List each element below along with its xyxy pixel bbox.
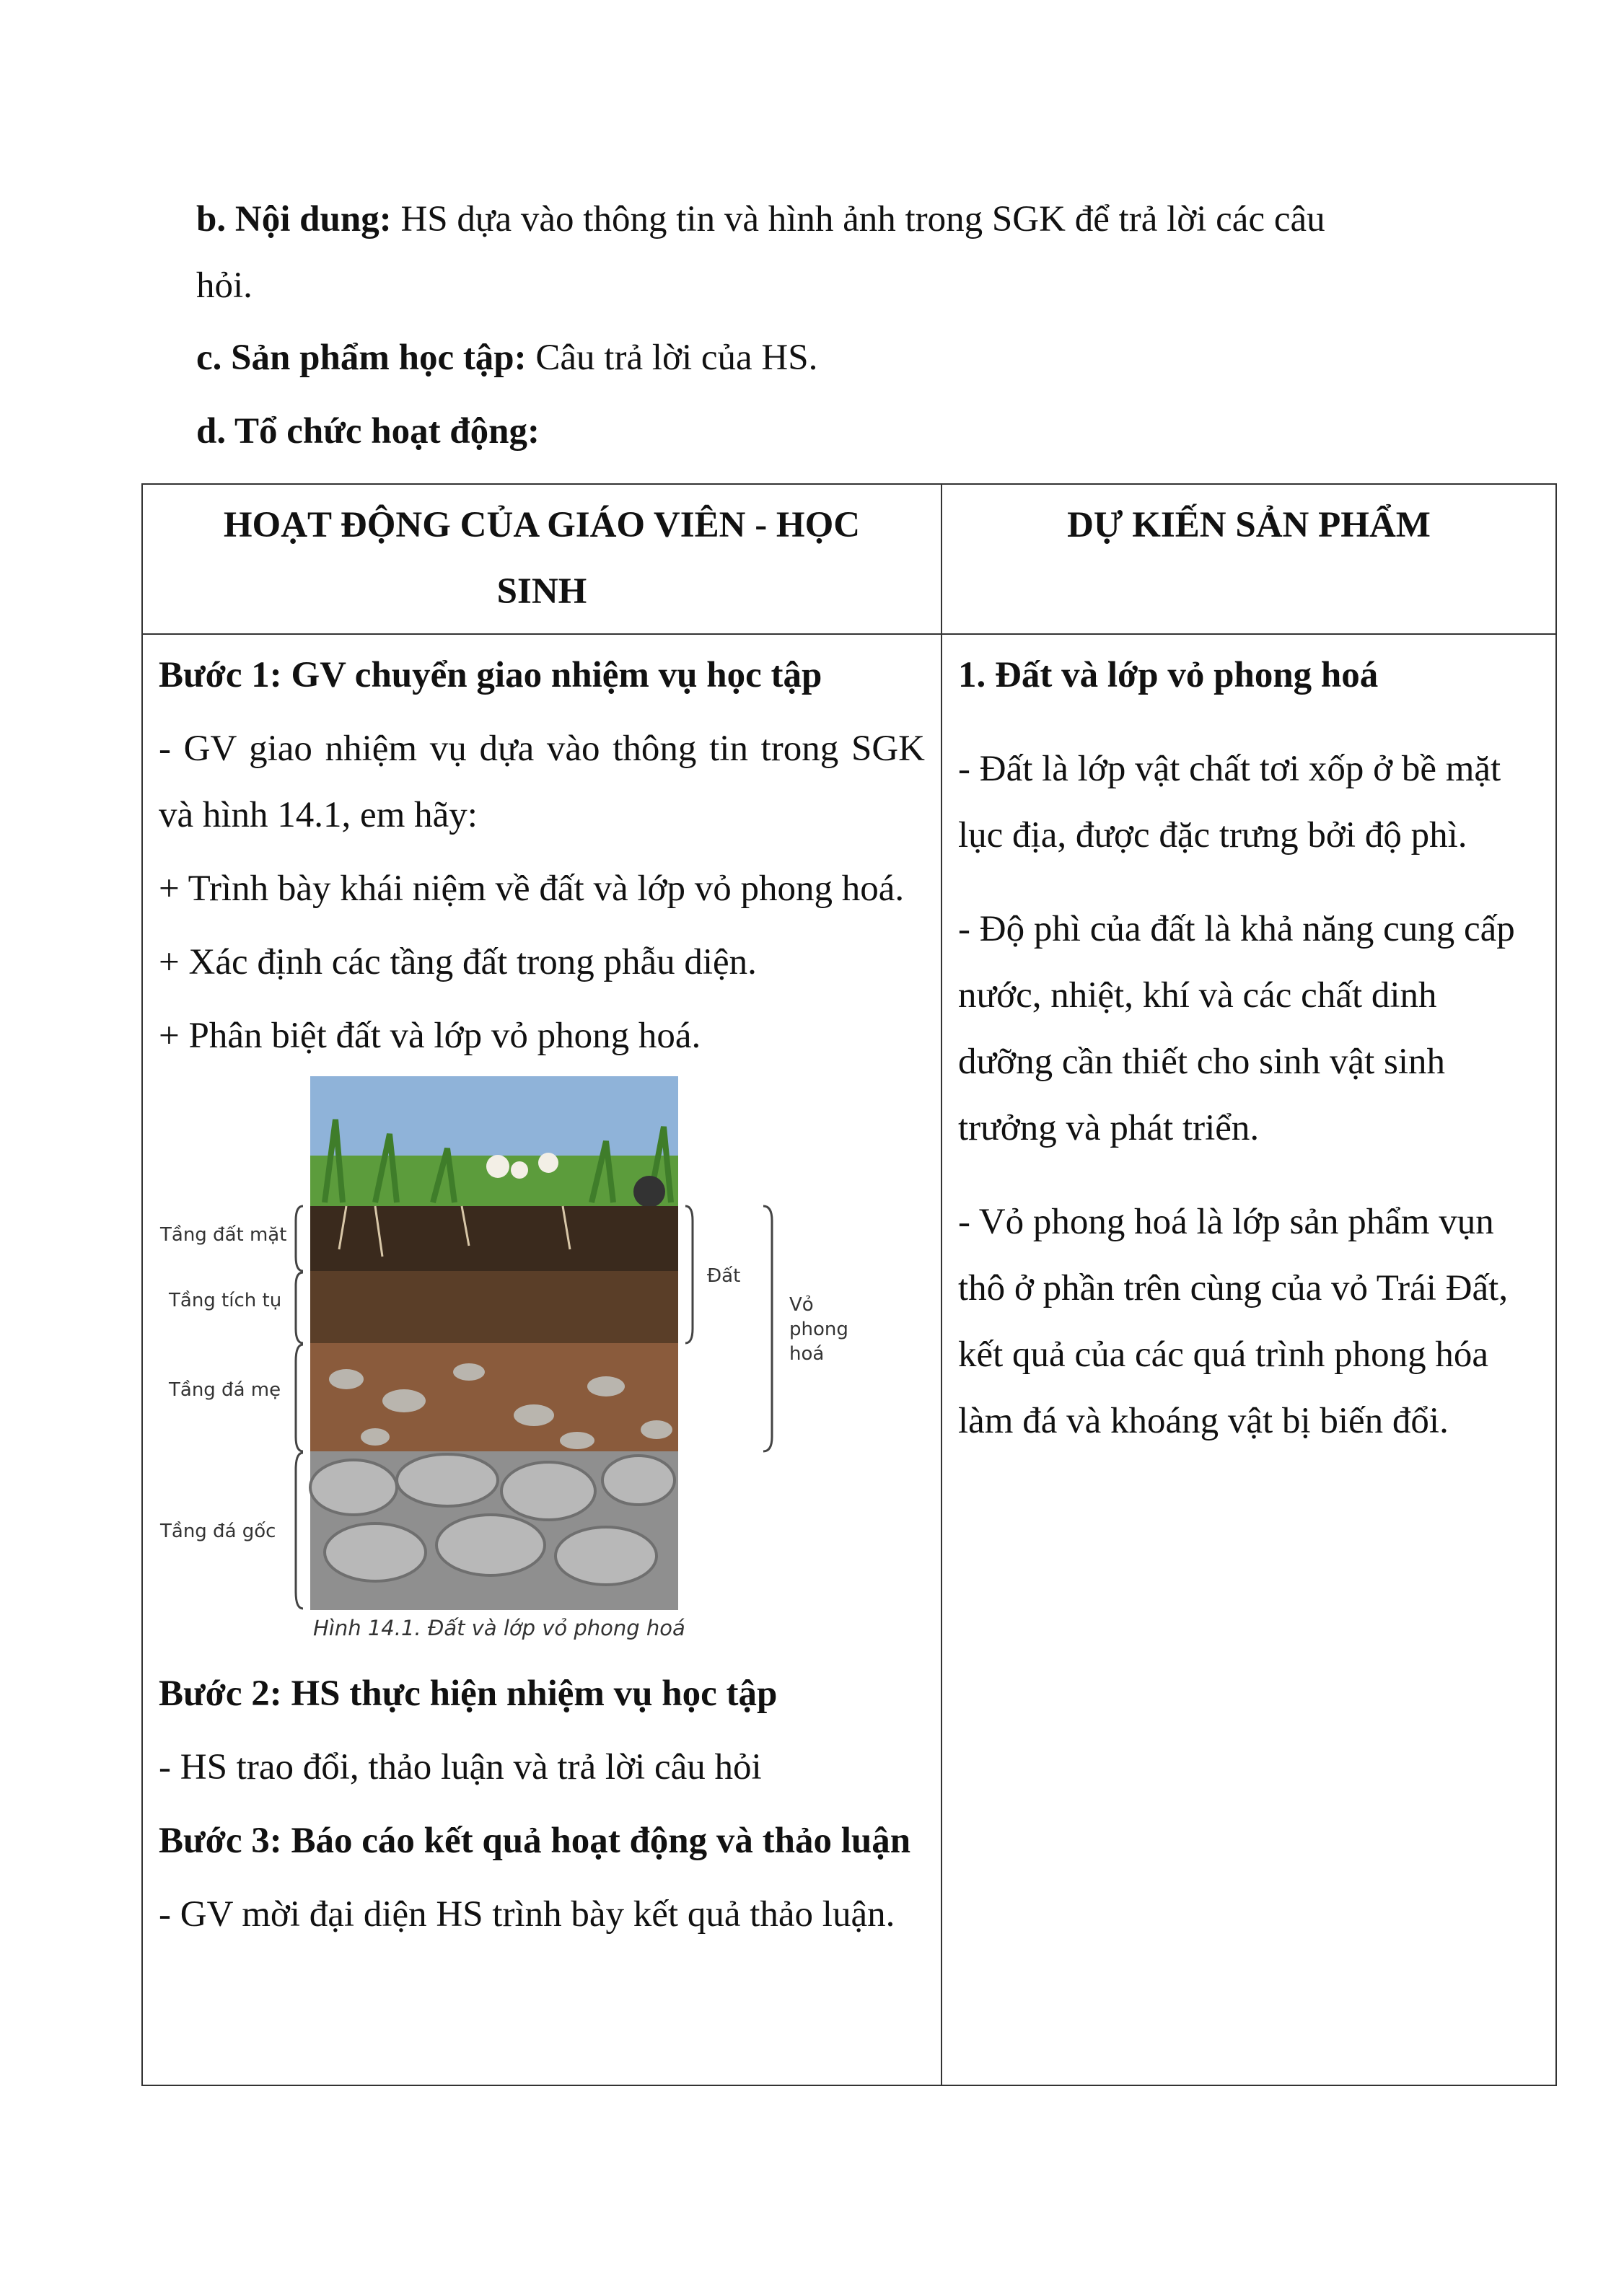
header-teacher-student xyxy=(142,484,942,634)
task-3: + Phân biệt đất và lớp vỏ phong hoá. xyxy=(159,1016,701,1056)
task-intro: - GV giao nhiệm vụ dựa vào thông tin trong SGK và hình 14.1, em hãy: xyxy=(159,729,925,835)
section-title: 1. Đất và lớp vỏ phong hoá xyxy=(958,655,1379,695)
soil-profile-figure xyxy=(159,1076,873,1653)
activity-table xyxy=(141,483,1557,2086)
header-left-line1: HOẠT ĐỘNG CỦA GIÁO VIÊN - HỌC xyxy=(223,505,861,545)
topsoil-layer xyxy=(310,1206,678,1271)
weathering-definition: - Vỏ phong hoá là lớp sản phẩm vụn thô ở phần trên cùng của vỏ Trái Đất, kết quả của các quá trình phong hóa làm đá và khoáng vật bị biến đổi. xyxy=(958,1202,1509,1441)
content-label: b. Nội dung: xyxy=(196,199,392,239)
soil-definition: - Đất là lớp vật chất tơi xốp ở bề mặt lục địa, được đặc trưng bởi độ phì. xyxy=(958,749,1501,855)
label-surface-layer: Tầng đất mặt xyxy=(160,1224,287,1246)
content-text: HS dựa vào thông tin và hình ảnh trong SGK để trả lời các câu xyxy=(391,199,1325,239)
step1-heading: Bước 1: GV chuyển giao nhiệm vụ học tập xyxy=(159,655,822,695)
table-header-row xyxy=(142,484,1556,634)
intro-organize xyxy=(196,398,1452,465)
product-label: c. Sản phẩm học tập: xyxy=(196,338,527,378)
intro-product xyxy=(196,325,1452,391)
label-bedrock-layer: Tầng đá gốc xyxy=(160,1521,276,1542)
right-cell xyxy=(942,634,1556,2085)
left-cell xyxy=(142,634,942,2085)
label-weathering-crust: Vỏ phong hoá xyxy=(789,1294,848,1365)
label-parent-rock-layer: Tầng đá mẹ xyxy=(169,1379,281,1401)
task-1: + Trình bày khái niệm về đất và lớp vỏ phong hoá. xyxy=(159,868,905,909)
step2-text: - HS trao đổi, thảo luận và trả lời câu hỏi xyxy=(159,1747,762,1787)
accumulation-layer xyxy=(310,1271,678,1343)
step3-heading: Bước 3: Báo cáo kết quả hoạt động và thảo luận xyxy=(159,1821,911,1861)
step3-text: - GV mời đại diện HS trình bày kết quả thảo luận. xyxy=(159,1894,895,1935)
header-expected-product: DỰ KIẾN SẢN PHẨM xyxy=(942,484,1556,634)
intro-content xyxy=(196,186,1452,319)
task-2: + Xác định các tầng đất trong phẫu diện. xyxy=(159,942,757,982)
label-soil: Đất xyxy=(707,1265,741,1287)
figure-caption: Hình 14.1. Đất và lớp vỏ phong hoá xyxy=(313,1616,685,1640)
label-accumulation-layer: Tầng tích tụ xyxy=(169,1290,282,1311)
content-text-cont: hỏi. xyxy=(196,265,253,306)
fertility-definition: - Độ phì của đất là khả năng cung cấp nước, nhiệt, khí và các chất dinh dưỡng cần thiết cho sinh vật sinh trưởng và phát triển. xyxy=(958,909,1515,1148)
table-body-row xyxy=(142,634,1556,2085)
step2-heading: Bước 2: HS thực hiện nhiệm vụ học tập xyxy=(159,1673,778,1714)
product-text: Câu trả lời của HS. xyxy=(526,338,818,378)
organize-label: d. Tổ chức hoạt động: xyxy=(196,411,540,452)
header-left-line2: SINH xyxy=(496,571,587,612)
